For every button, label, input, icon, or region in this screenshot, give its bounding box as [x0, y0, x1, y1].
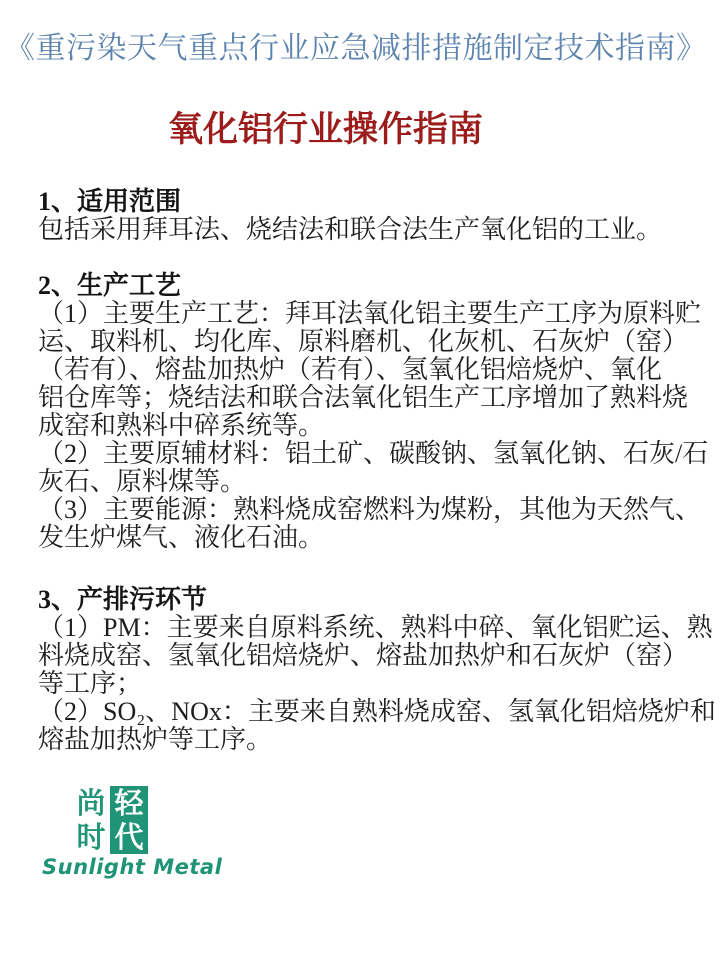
body-line: （若有）、熔盐加热炉（若有）、氢氧化铝焙烧炉、氧化 [38, 355, 663, 384]
body-line: 料烧成窑、氢氧化铝焙烧炉、熔盐加热炉和石灰炉（窑） [38, 641, 689, 670]
section-heading: 1、适用范围 [38, 187, 182, 216]
sunlight-metal-logo [42, 786, 720, 879]
logo-mark [72, 786, 148, 854]
body-line: 灰石、原料煤等。 [38, 467, 247, 496]
logo-char-shi: 时 [72, 820, 110, 854]
body-line: 铝仓库等；烧结法和联合法氧化铝生产工序增加了熟料烧 [38, 383, 689, 412]
body-line: 成窑和熟料中碎系统等。 [38, 411, 325, 440]
logo-char-qing: 轻 [110, 786, 148, 820]
doc-title: 氧化铝行业操作指南 [168, 110, 484, 149]
document-body [38, 187, 716, 754]
body-line: （1）PM：主要来自原料系统、熟料中碎、氧化铝贮运、熟 [38, 613, 713, 642]
logo-char-dai: 代 [110, 820, 148, 854]
body-line: 发生炉煤气、液化石油。 [38, 523, 325, 552]
body-line: （2）SO₂、NOx：主要来自熟料烧成窑、氢氧化铝焙烧炉和 [38, 697, 716, 726]
body-line: （3）主要能源：熟料烧成窑燃料为煤粉，其他为天然气、 [38, 495, 702, 524]
body-line: 运、取料机、均化库、原料磨机、化灰机、石灰炉（窑） [38, 327, 689, 356]
logo-char-shang: 尚 [72, 786, 110, 820]
body-line: （2）主要原辅材料：铝土矿、碳酸钠、氢氧化钠、石灰/石 [38, 439, 709, 468]
body-line: 等工序； [38, 669, 143, 698]
body-line: 包括采用拜耳法、烧结法和联合法生产氧化铝的工业。 [38, 215, 663, 244]
section-production-process [38, 271, 709, 552]
logo-caption: Sunlight Metal [42, 855, 223, 879]
section-heading: 2、生产工艺 [38, 271, 182, 300]
series-title: 《重污染天气重点行业应急减排措施制定技术指南》 [5, 32, 707, 65]
section-heading: 3、产排污环节 [38, 585, 208, 614]
body-line: 熔盐加热炉等工序。 [38, 725, 273, 754]
section-pollution-links [38, 585, 716, 754]
body-line: （1）主要生产工艺：拜耳法氧化铝主要生产工序为原料贮 [38, 299, 702, 328]
section-scope [38, 188, 690, 244]
